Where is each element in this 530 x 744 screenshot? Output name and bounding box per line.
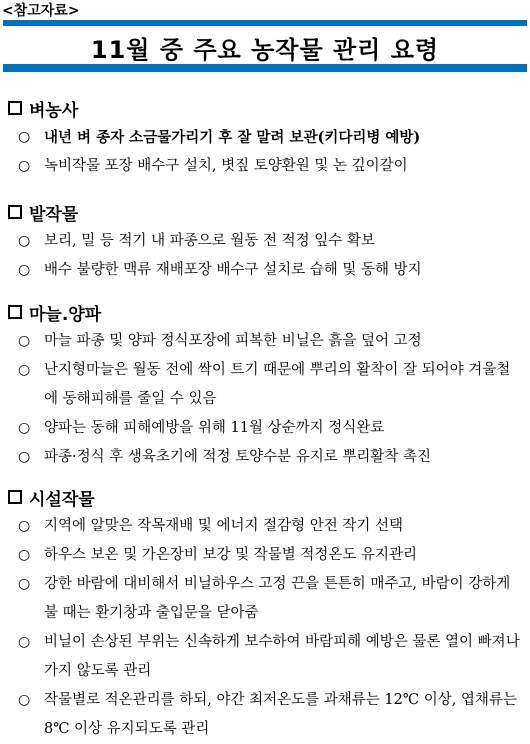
item-text: 내년 벼 종자 소금물가리기 후 잘 말려 보관(키다리병 예방) [44, 129, 421, 146]
item-text: 비닐이 손상된 부위는 신속하게 보수하여 바람피해 예방은 물론 열이 빠져나가지 않도록 관리 [44, 634, 520, 679]
item-text: 하우스 보온 및 가온장비 보강 및 작물별 적정온도 유지관리 [44, 547, 418, 563]
item-text: 녹비작물 포장 배수구 설치, 볏짚 토양환원 및 논 깊이갈이 [44, 158, 408, 174]
section-title: 벼농사 [29, 100, 79, 121]
item-list [8, 327, 523, 472]
bullet-icon: ○ [18, 129, 31, 145]
list-item [8, 123, 523, 152]
item-list [8, 512, 523, 744]
section-greenhouse-crops [8, 485, 523, 744]
section-header [8, 200, 523, 224]
bullet-icon: ○ [18, 692, 31, 708]
section-title: 밭작물 [29, 204, 79, 225]
section-garlic-onion [8, 300, 523, 472]
list-item [8, 686, 523, 744]
bullet-icon: ○ [18, 233, 31, 249]
bullet-icon: ○ [18, 262, 31, 278]
bullet-icon: ○ [18, 333, 31, 349]
item-text: 난지형마늘은 월동 전에 싹이 트기 때문에 뿌리의 활착이 잘 되어야 겨울철에 동해피해를 줄일 수 있음 [44, 362, 511, 407]
item-text: 양파는 동해 피해예방을 위해 11월 상순까지 정식완료 [44, 420, 385, 436]
section-title: 시설작물 [29, 489, 95, 510]
list-item [8, 356, 523, 414]
item-text: 보리, 밀 등 적기 내 파종으로 월동 전 적정 잎수 확보 [44, 233, 375, 249]
item-text: 작물별로 적온관리를 하되, 야간 최저온도를 과채류는 12℃ 이상, 엽채류는 8℃ 이상 유지되도록 관리 [44, 692, 517, 737]
title-top-bar [3, 20, 527, 26]
item-text: 지역에 알맞은 작목재배 및 에너지 절감형 안전 작기 선택 [44, 518, 404, 534]
list-item [8, 227, 523, 256]
section-header [8, 300, 523, 324]
bullet-icon: ○ [18, 449, 31, 465]
reference-tag: <참고자료> [2, 3, 80, 19]
section-header [8, 96, 523, 120]
checkbox-icon [8, 205, 22, 219]
item-text: 마늘 파종 및 양파 정식포장에 피복한 비닐은 흙을 덮어 고정 [44, 333, 422, 349]
item-list [8, 123, 523, 181]
checkbox-icon [8, 490, 22, 504]
list-item [8, 541, 523, 570]
item-text: 배수 불량한 맥류 재배포장 배수구 설치로 습해 및 동해 방지 [44, 262, 422, 278]
section-field-crops [8, 200, 523, 285]
list-item [8, 512, 523, 541]
item-list [8, 227, 523, 285]
item-text: 강한 바람에 대비해서 비닐하우스 고정 끈을 튼튼히 매주고, 바람이 강하게 불 때는 환기창과 출입문을 닫아줌 [44, 576, 511, 621]
bullet-icon: ○ [18, 362, 31, 378]
list-item [8, 414, 523, 443]
bullet-icon: ○ [18, 158, 31, 174]
bullet-icon: ○ [18, 420, 31, 436]
bullet-icon: ○ [18, 518, 31, 534]
list-item [8, 570, 523, 628]
bullet-icon: ○ [18, 576, 31, 592]
section-title: 마늘.양파 [29, 304, 102, 325]
list-item [8, 256, 523, 285]
bullet-icon: ○ [18, 547, 31, 563]
item-text: 파종·정식 후 생육초기에 적정 토양수분 유지로 뿌리활착 촉진 [44, 449, 432, 465]
page-title: 11월 중 주요 농작물 관리 요령 [90, 36, 440, 64]
section-rice [8, 96, 523, 181]
list-item [8, 443, 523, 472]
list-item [8, 628, 523, 686]
list-item [8, 327, 523, 356]
bullet-icon: ○ [18, 634, 31, 650]
list-item [8, 152, 523, 181]
checkbox-icon [8, 101, 22, 115]
checkbox-icon [8, 305, 22, 319]
title-bottom-bar [3, 64, 527, 72]
section-header [8, 485, 523, 509]
